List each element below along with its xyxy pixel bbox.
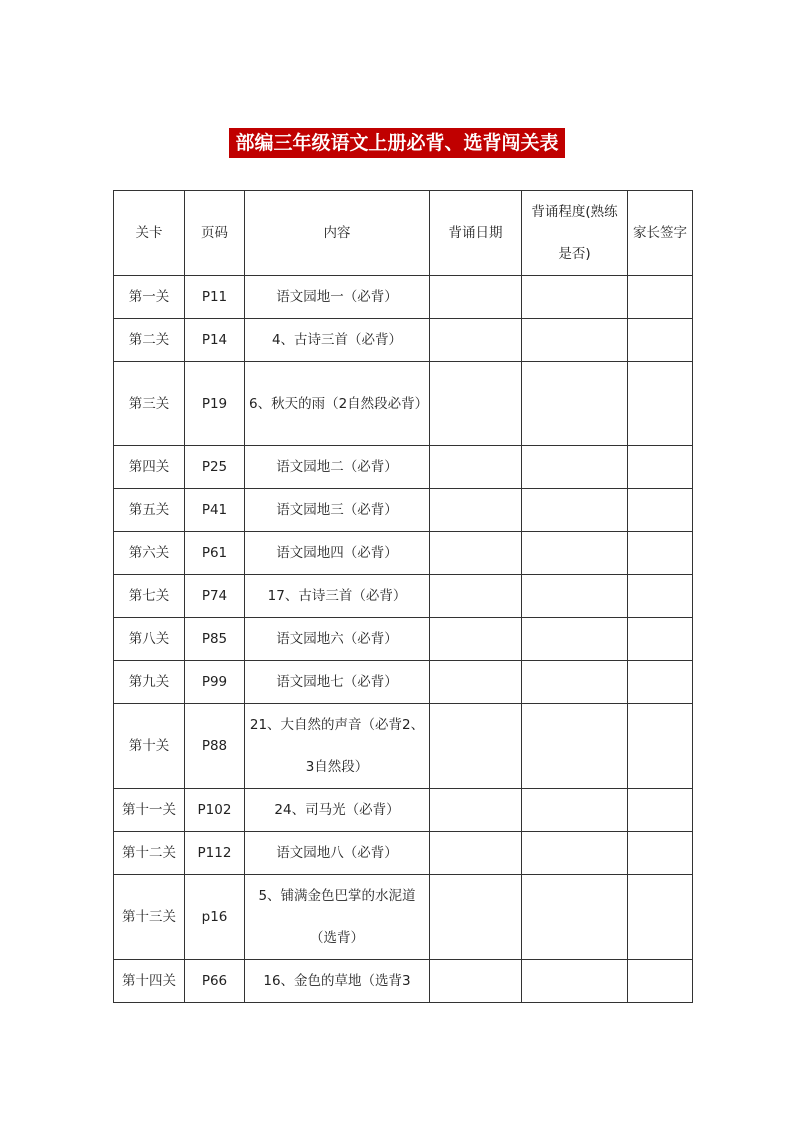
- date-cell[interactable]: [430, 319, 522, 362]
- level-cell: 第十二关: [114, 832, 185, 875]
- table-row: [114, 446, 693, 489]
- level-cell: 第二关: [114, 319, 185, 362]
- page-cell: P66: [185, 960, 245, 1003]
- content-cell: 5、铺满金色巴掌的水泥道（选背）: [245, 875, 430, 960]
- level-cell: 第八关: [114, 618, 185, 661]
- content-cell: 语文园地一（必背）: [245, 276, 430, 319]
- level-cell: 第五关: [114, 489, 185, 532]
- proficiency-cell[interactable]: [522, 960, 628, 1003]
- page-cell: p16: [185, 875, 245, 960]
- proficiency-cell[interactable]: [522, 362, 628, 446]
- content-cell: 语文园地七（必背）: [245, 661, 430, 704]
- date-cell[interactable]: [430, 661, 522, 704]
- proficiency-cell[interactable]: [522, 704, 628, 789]
- table-row: [114, 575, 693, 618]
- date-cell[interactable]: [430, 446, 522, 489]
- page-cell: P74: [185, 575, 245, 618]
- page-cell: P99: [185, 661, 245, 704]
- page-cell: P61: [185, 532, 245, 575]
- table-row: [114, 362, 693, 446]
- signature-cell[interactable]: [628, 661, 693, 704]
- level-cell: 第十四关: [114, 960, 185, 1003]
- level-cell: 第十一关: [114, 789, 185, 832]
- signature-cell[interactable]: [628, 575, 693, 618]
- date-cell[interactable]: [430, 618, 522, 661]
- challenge-table: [113, 190, 693, 1003]
- table-row: [114, 789, 693, 832]
- signature-cell[interactable]: [628, 362, 693, 446]
- content-cell: 24、司马光（必背）: [245, 789, 430, 832]
- proficiency-cell[interactable]: [522, 789, 628, 832]
- date-cell[interactable]: [430, 960, 522, 1003]
- header-date: 背诵日期: [430, 191, 522, 276]
- signature-cell[interactable]: [628, 704, 693, 789]
- date-cell[interactable]: [430, 489, 522, 532]
- table-row: [114, 704, 693, 789]
- signature-cell[interactable]: [628, 960, 693, 1003]
- content-cell: 语文园地八（必背）: [245, 832, 430, 875]
- header-content: 内容: [245, 191, 430, 276]
- page-cell: P14: [185, 319, 245, 362]
- level-cell: 第一关: [114, 276, 185, 319]
- table-row: [114, 832, 693, 875]
- date-cell[interactable]: [430, 704, 522, 789]
- table-row: [114, 661, 693, 704]
- table-row: [114, 532, 693, 575]
- table-row: [114, 489, 693, 532]
- date-cell[interactable]: [430, 575, 522, 618]
- table-row: [114, 960, 693, 1003]
- signature-cell[interactable]: [628, 875, 693, 960]
- signature-cell[interactable]: [628, 532, 693, 575]
- page-cell: P85: [185, 618, 245, 661]
- level-cell: 第七关: [114, 575, 185, 618]
- content-cell: 16、金色的草地（选背3: [245, 960, 430, 1003]
- level-cell: 第六关: [114, 532, 185, 575]
- table-row: [114, 875, 693, 960]
- proficiency-cell[interactable]: [522, 575, 628, 618]
- proficiency-cell[interactable]: [522, 489, 628, 532]
- signature-cell[interactable]: [628, 489, 693, 532]
- page-cell: P19: [185, 362, 245, 446]
- page-cell: P102: [185, 789, 245, 832]
- content-cell: 17、古诗三首（必背）: [245, 575, 430, 618]
- proficiency-cell[interactable]: [522, 618, 628, 661]
- signature-cell[interactable]: [628, 319, 693, 362]
- page-cell: P112: [185, 832, 245, 875]
- table-row: [114, 276, 693, 319]
- level-cell: 第十三关: [114, 875, 185, 960]
- content-cell: 4、古诗三首（必背）: [245, 319, 430, 362]
- proficiency-cell[interactable]: [522, 446, 628, 489]
- content-cell: 21、大自然的声音（必背2、3自然段）: [245, 704, 430, 789]
- content-cell: 语文园地六（必背）: [245, 618, 430, 661]
- proficiency-cell[interactable]: [522, 875, 628, 960]
- level-cell: 第九关: [114, 661, 185, 704]
- proficiency-cell[interactable]: [522, 276, 628, 319]
- date-cell[interactable]: [430, 276, 522, 319]
- signature-cell[interactable]: [628, 446, 693, 489]
- page-cell: P11: [185, 276, 245, 319]
- proficiency-cell[interactable]: [522, 832, 628, 875]
- level-cell: 第十关: [114, 704, 185, 789]
- date-cell[interactable]: [430, 789, 522, 832]
- page-cell: P25: [185, 446, 245, 489]
- table-row: [114, 618, 693, 661]
- content-cell: 语文园地四（必背）: [245, 532, 430, 575]
- signature-cell[interactable]: [628, 832, 693, 875]
- date-cell[interactable]: [430, 532, 522, 575]
- proficiency-cell[interactable]: [522, 661, 628, 704]
- content-cell: 语文园地二（必背）: [245, 446, 430, 489]
- page-title: 部编三年级语文上册必背、选背闯关表: [229, 128, 565, 158]
- header-row: [114, 191, 693, 276]
- level-cell: 第四关: [114, 446, 185, 489]
- header-page: 页码: [185, 191, 245, 276]
- content-cell: 语文园地三（必背）: [245, 489, 430, 532]
- table-row: [114, 319, 693, 362]
- header-proficiency: 背诵程度(熟练是否): [522, 191, 628, 276]
- page-cell: P41: [185, 489, 245, 532]
- proficiency-cell[interactable]: [522, 319, 628, 362]
- signature-cell[interactable]: [628, 618, 693, 661]
- page-cell: P88: [185, 704, 245, 789]
- date-cell[interactable]: [430, 832, 522, 875]
- level-cell: 第三关: [114, 362, 185, 446]
- signature-cell[interactable]: [628, 789, 693, 832]
- date-cell[interactable]: [430, 362, 522, 446]
- proficiency-cell[interactable]: [522, 532, 628, 575]
- date-cell[interactable]: [430, 875, 522, 960]
- header-level: 关卡: [114, 191, 185, 276]
- header-signature: 家长签字: [628, 191, 693, 276]
- content-cell: 6、秋天的雨（2自然段必背）: [245, 362, 430, 446]
- signature-cell[interactable]: [628, 276, 693, 319]
